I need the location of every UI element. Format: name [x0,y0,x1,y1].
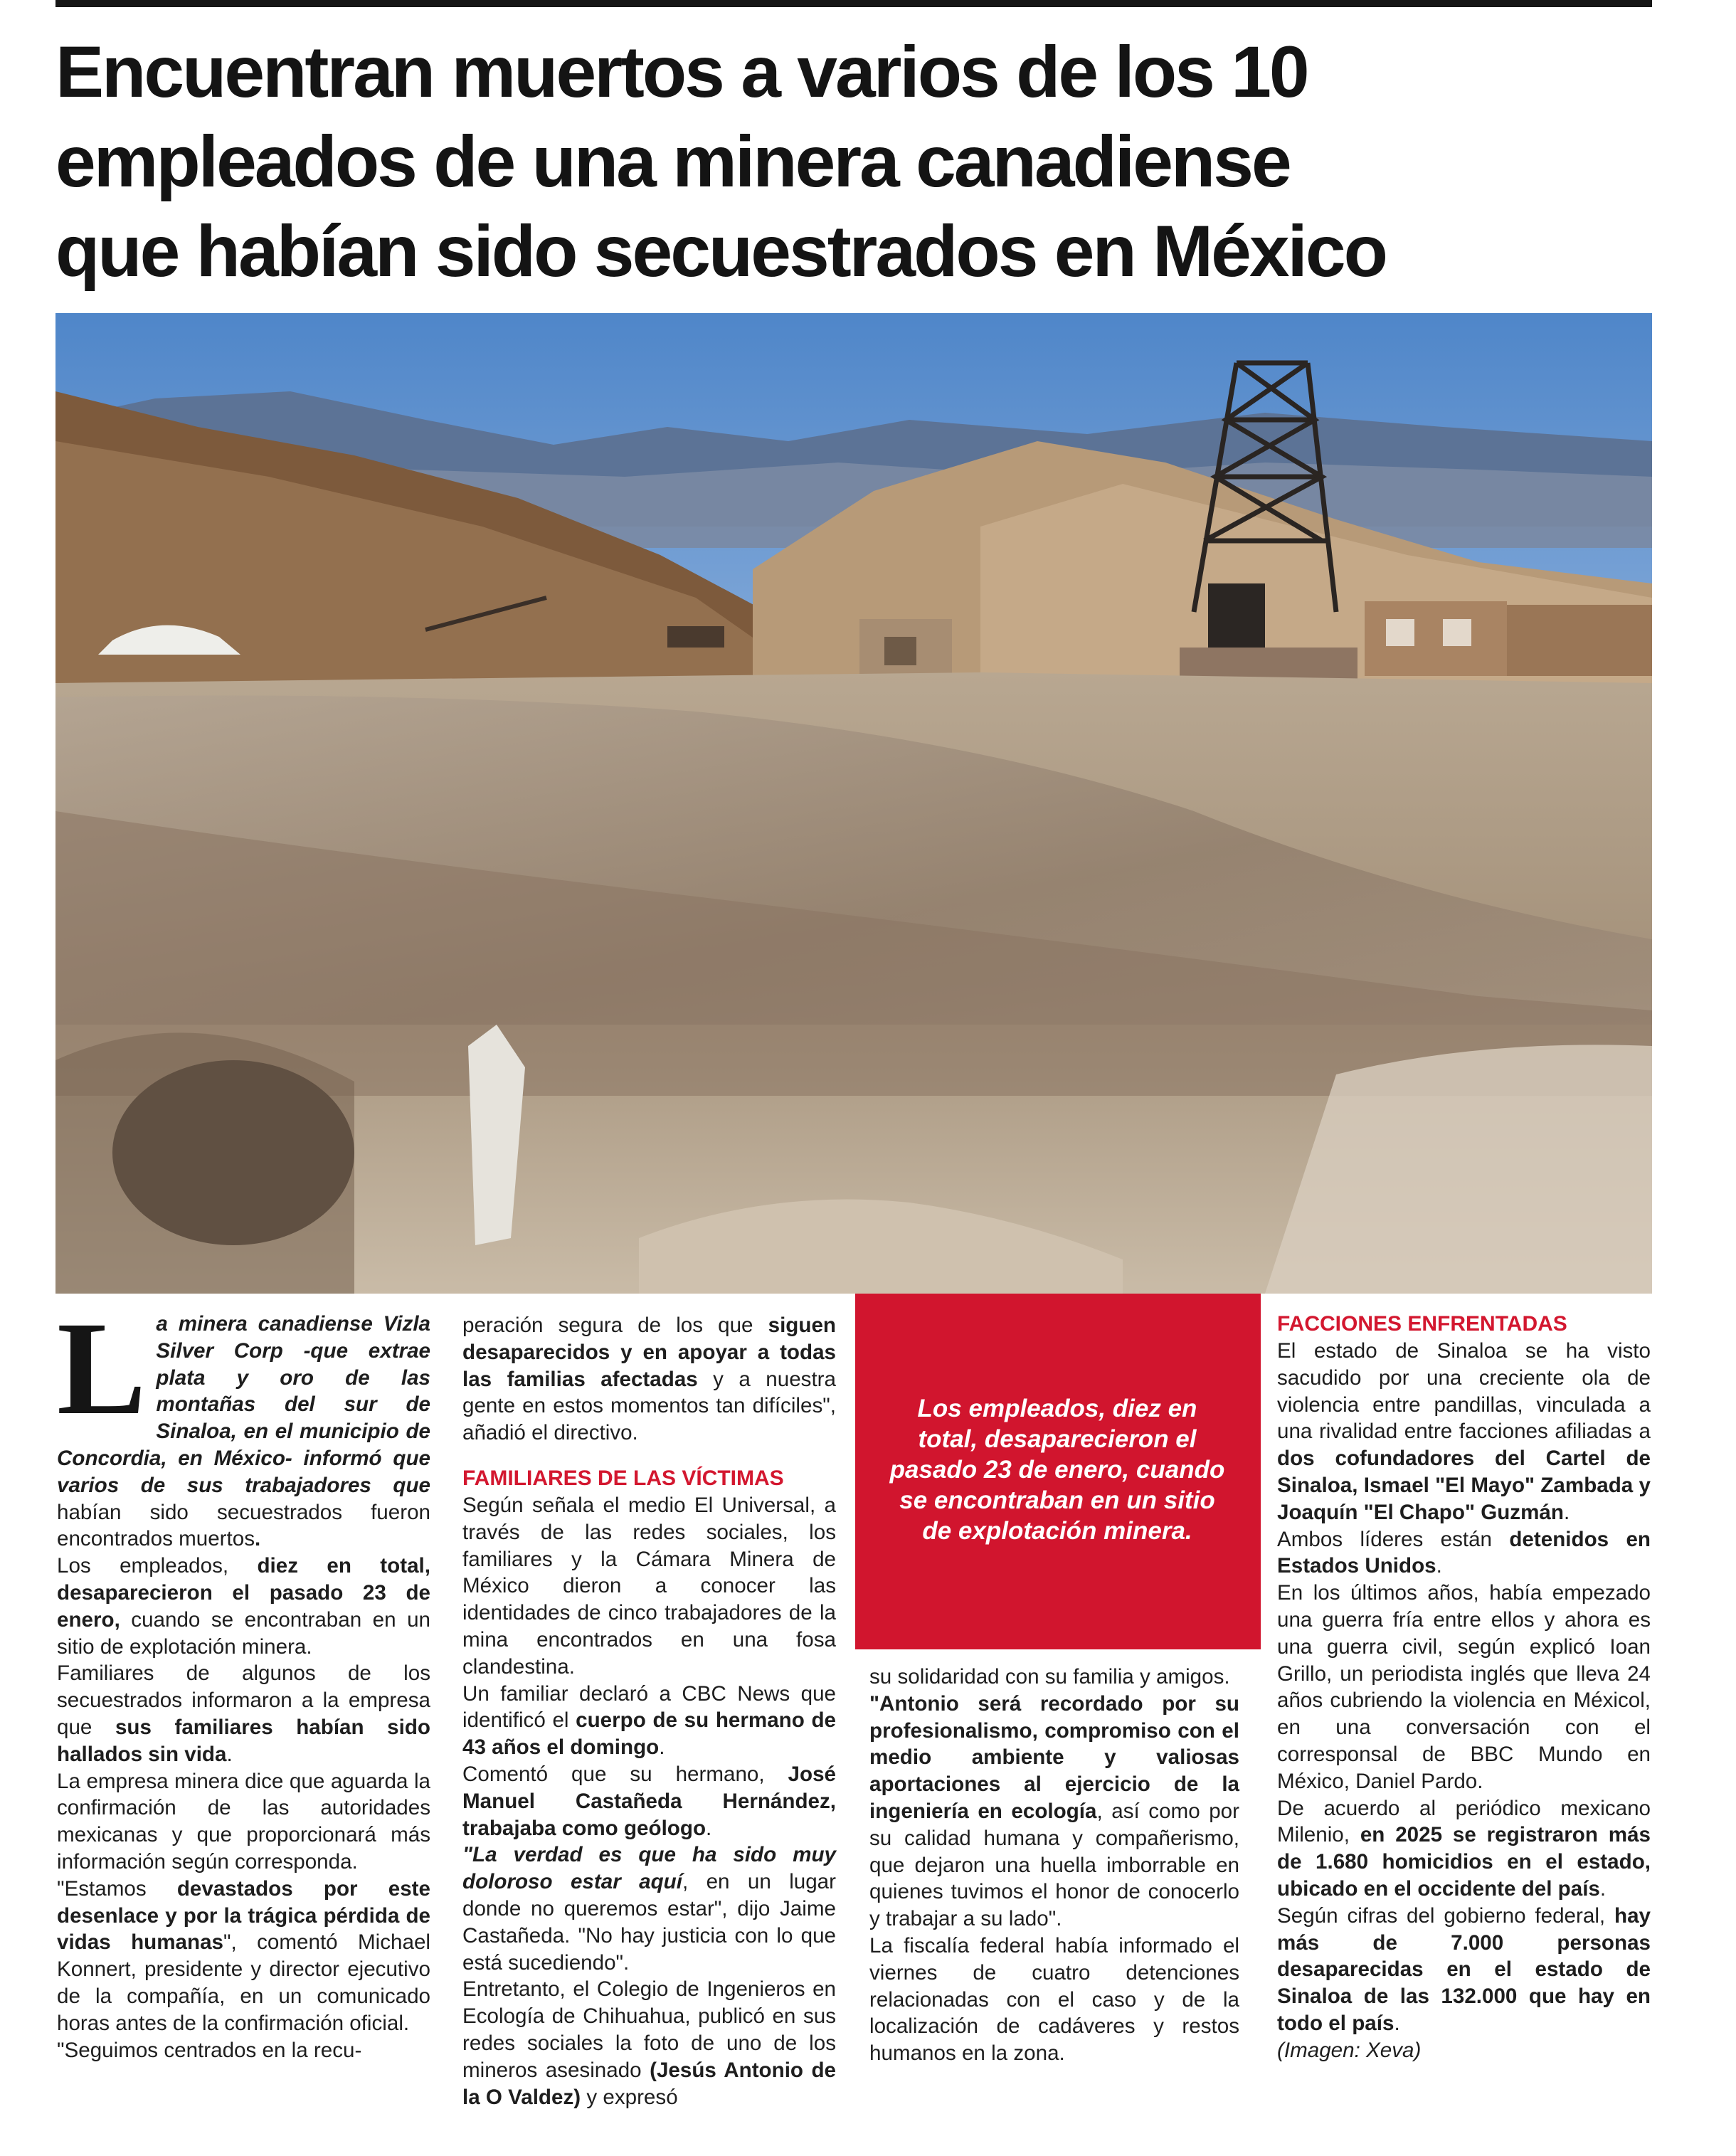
pull-quote-box [855,1294,1261,1649]
paragraph: Familiares de algunos de los secuestrados informaron a la empresa que sus familiares habían sido hallados sin vida. [57,1661,430,1766]
article-column-2 [462,1312,836,2110]
pull-quote-text: Los empleados, diez en total, desaparecieron el pasado 23 de enero, cuando se encontraban en un sitio de explotación minera. [889,1395,1225,1545]
paragraph: Un familiar declaró a CBC News que identificó el cuerpo de su hermano de 43 años el domingo. [462,1681,836,1760]
paragraph: Ambos líderes están detenidos en Estados Unidos. [1277,1527,1651,1578]
mine-photo [55,313,1652,1294]
drop-cap: L [57,1294,147,1442]
paragraph: "Estamos devastados por este desenlace y por la trágica pérdida de vidas humanas", comentó Michael Konnert, presidente y director ejecutivo de la compañía, en un comunicado horas antes de la confirmación oficial. [57,1876,430,2035]
headline-line-3: que habían sido secuestrados en México [55,211,1386,292]
paragraph: Comentó que su hermano, José Manuel Castañeda Hernández, trabajaba como geólogo. [462,1762,836,1840]
paragraph: En los últimos años, había empezado una guerra fría entre ellos y ahora es una guerra civil, según explicó Ioan Grillo, un periodista inglés que lleva 24 años cubriendo la violencia en Méxicol, en una conversación con el corresponsal de BBC Mundo en México, Daniel Pardo. [1277,1581,1651,1793]
paragraph: Entretanto, el Colegio de Ingenieros en Ecología de Chihuahua, publicó en sus redes sociales la foto de uno de los mineros asesinado (Jesús Antonio de la O Valdez) y expresó [462,1977,836,2109]
paragraph: Según señala el medio El Universal, a través de las redes sociales, los familiares y la Cámara Minera de México dieron a conocer las identidades de cinco trabajadores de la mina encontrados en una fosa clandestina. [462,1493,836,1679]
article-column-1 [57,1294,430,2063]
paragraph-intro: a minera canadiense Vizla Silver Corp -que extrae plata y oro de las montañas del sur de Sinaloa, en el municipio de Concordia, en México- informó que varios de sus trabajadores que habían sido secuestrados fueron encontrados muertos. [57,1312,430,1551]
paragraph: La fiscalía federal había informado el viernes de cuatro detenciones relacionadas con el caso y de la localización de cadáveres y restos humanos en la zona. [869,1933,1239,2066]
subheading-facciones: FACCIONES ENFRENTADAS [1277,1312,1567,1336]
paragraph: "Seguimos centrados en la recu- [57,2038,362,2062]
paragraph: Según cifras del gobierno federal, hay más de 7.000 personas desaparecidas en el estado de Sinaloa de las 132.000 que hay en todo el país. [1277,1903,1651,2035]
headline [55,27,1685,296]
paragraph: La empresa minera dice que aguarda la confirmación de las autoridades mexicanas y que proporcionará más información según corresponda. [57,1769,430,1874]
paragraph: "Antonio será recordado por su profesionalismo, compromiso con el medio ambiente y valiosas aportaciones al ejercicio de la ingeniería en ecología, así como por su calidad humana y compañerismo, que dejaron una huella imborrable en quienes tuvimos el honor de conocerlo y trabajar a su lado". [869,1691,1239,1931]
paragraph: Los empleados, diez en total, desaparecieron el pasado 23 de enero, cuando se encontraban en un sitio de explotación minera. [57,1554,430,1659]
paragraph: De acuerdo al periódico mexicano Milenio, en 2025 se registraron más de 1.680 homicidios en el estado, ubicado en el occidente del país. [1277,1796,1651,1901]
image-credit: (Imagen: Xeva) [1277,2038,1422,2062]
headline-line-1: Encuentran muertos a varios de los 10 [55,31,1308,112]
paragraph: "La verdad es que ha sido muy doloroso estar aquí, en un lugar donde no queremos estar", dijo Jaime Castañeda. "No hay justicia con lo que está sucediendo". [462,1843,836,1975]
article-column-4 [1277,1311,1651,2064]
top-rule [55,0,1652,7]
paragraph: El estado de Sinaloa se ha visto sacudido por una creciente ola de violencia entre pandillas, vinculada a una rivalidad entre facciones afiliadas a dos cofundadores del Cartel de Sinaloa, Ismael "El Mayo" Zambada y Joaquín "El Chapo" Guzmán. [1277,1339,1651,1524]
subheading-familiares: FAMILIARES DE LAS VÍCTIMAS [462,1466,784,1490]
headline-line-2: empleados de una minera canadiense [55,121,1290,202]
article-column-3 [869,1664,1239,2067]
paragraph: peración segura de los que siguen desaparecidos y en apoyar a todas las familias afectadas y a nuestra gente en estos momentos tan difíciles", añadió el directivo. [462,1314,836,1445]
intro-lead: a minera canadiense Vizla Silver Corp -que extrae plata y oro de las montañas del sur de Sinaloa, en el municipio de Concordia, en México- informó que varios de sus trabajadores que [57,1312,430,1497]
paragraph: su solidaridad con su familia y amigos. [869,1665,1230,1689]
